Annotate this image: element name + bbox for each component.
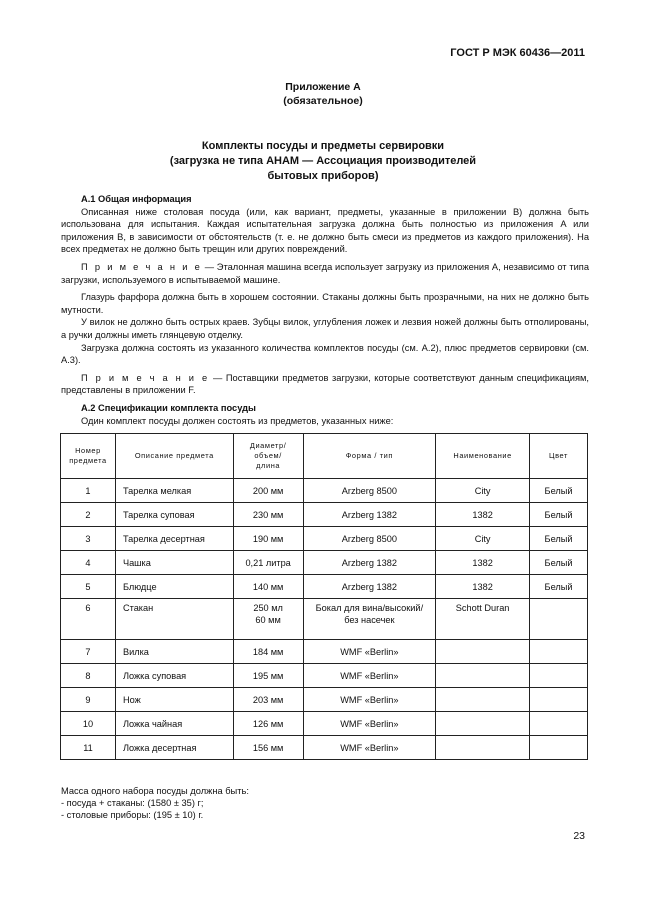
appendix-title — [0, 139, 646, 184]
cell-description: Тарелка мелкая — [115, 479, 233, 503]
cell-dimension: 126 мм — [233, 712, 303, 736]
title-line-2: (загрузка не типа АНАМ — Ассоциация производителей — [169, 155, 477, 167]
cell-name: 1382 — [436, 503, 530, 527]
cell-form: WMF «Berlin» — [303, 664, 436, 688]
note-label: П р и м е ч а н и е — [81, 372, 210, 383]
cell-number: 6 — [61, 599, 116, 640]
cell-color: Белый — [530, 551, 588, 575]
cell-color — [530, 712, 588, 736]
table-row — [61, 736, 588, 760]
cell-description: Стакан — [115, 599, 233, 640]
header-dimension: Диаметр/ объем/ длина — [233, 434, 303, 479]
table-row — [61, 664, 588, 688]
cell-name: City — [436, 527, 530, 551]
cell-color: Белый — [530, 503, 588, 527]
cell-dimension: 0,21 литра — [233, 551, 303, 575]
cell-number: 7 — [61, 640, 116, 664]
cell-form: WMF «Berlin» — [303, 736, 436, 760]
cell-form: WMF «Berlin» — [303, 712, 436, 736]
table-row — [61, 503, 588, 527]
cell-name: 1382 — [436, 551, 530, 575]
cell-dimension: 184 мм — [233, 640, 303, 664]
header-form: Форма / тип — [303, 434, 436, 479]
cell-dimension: 140 мм — [233, 575, 303, 599]
title-line-3: бытовых приборов) — [267, 170, 379, 182]
cell-number: 5 — [61, 575, 116, 599]
header-number: Номер предмета — [61, 434, 116, 479]
cell-form: Arzberg 1382 — [303, 551, 436, 575]
cell-name — [436, 640, 530, 664]
paragraph-load-composition: Загрузка должна состоять из указанного количества комплектов посуды (см. A.2), плюс предметов сервировки (см. A.3). — [61, 342, 589, 366]
mass-intro: Масса одного набора посуды должна быть: — [61, 786, 249, 796]
paragraph-forks: У вилок не должно быть острых краев. Зубцы вилок, углубления ложек и лезвия ножей должны быть отполированы, а ручки должны иметь глянцевую отделку. — [61, 317, 589, 340]
cell-form: Arzberg 1382 — [303, 503, 436, 527]
appendix-status: (обязательное) — [283, 95, 363, 107]
cell-number: 3 — [61, 527, 116, 551]
table-row — [61, 599, 588, 640]
cell-number: 2 — [61, 503, 116, 527]
cell-name: Schott Duran — [436, 599, 530, 640]
title-line-1: Комплекты посуды и предметы сервировки — [201, 140, 445, 152]
table-row — [61, 712, 588, 736]
header-color: Цвет — [530, 434, 588, 479]
cell-form: Arzberg 1382 — [303, 575, 436, 599]
header-name: Наименование — [436, 434, 530, 479]
cell-description: Ложка суповая — [115, 664, 233, 688]
paragraph-test-load: Описанная ниже столовая посуда (или, как вариант, предметы, указанные в приложении B) должна быть использована для испытания. Каждая испытательная загрузка должна быть полностью из приложения A или приложения B, в зависимости от обстоятельств (т. е. не должно быть смеси из предметов из каждого приложения). На всех предметах не должно быть трещин или других повреждений. — [61, 206, 589, 255]
appendix-label: Приложение A — [285, 81, 361, 93]
section-heading-a2: A.2 Спецификации комплекта посуды — [81, 402, 256, 413]
table-row — [61, 640, 588, 664]
cell-dimension: 195 мм — [233, 664, 303, 688]
cell-dimension: 156 мм — [233, 736, 303, 760]
cell-form: Arzberg 8500 — [303, 479, 436, 503]
cell-color: Белый — [530, 479, 588, 503]
cell-description: Тарелка десертная — [115, 527, 233, 551]
paragraph-glaze: Глазурь фарфора должна быть в хорошем состоянии. Стаканы должны быть прозрачными, на них не должно быть мутности. — [61, 292, 589, 315]
mass-requirements — [61, 785, 249, 821]
cell-description: Нож — [115, 688, 233, 712]
cell-name: City — [436, 479, 530, 503]
cell-color — [530, 736, 588, 760]
table-header-row — [61, 434, 588, 479]
cell-description: Тарелка суповая — [115, 503, 233, 527]
cell-color: Белый — [530, 527, 588, 551]
cell-number: 10 — [61, 712, 116, 736]
cell-color — [530, 640, 588, 664]
table-row — [61, 575, 588, 599]
cell-description: Чашка — [115, 551, 233, 575]
mass-dishes-glasses: - посуда + стаканы: (1580 ± 35) г; — [61, 798, 204, 808]
paragraph-set-intro: Один комплект посуды должен состоять из предметов, указанных ниже: — [81, 415, 394, 426]
tableware-table — [60, 433, 588, 760]
table-row — [61, 688, 588, 712]
cell-dimension: 200 мм — [233, 479, 303, 503]
appendix-heading — [0, 80, 646, 108]
cell-form: WMF «Berlin» — [303, 688, 436, 712]
cell-description: Вилка — [115, 640, 233, 664]
cell-color — [530, 599, 588, 640]
cell-number: 1 — [61, 479, 116, 503]
cell-number: 11 — [61, 736, 116, 760]
cell-name — [436, 712, 530, 736]
cell-number: 8 — [61, 664, 116, 688]
table-row — [61, 527, 588, 551]
cell-number: 9 — [61, 688, 116, 712]
cell-name — [436, 664, 530, 688]
cell-name — [436, 688, 530, 712]
cell-description: Ложка чайная — [115, 712, 233, 736]
note-label: П р и м е ч а н и е — [81, 261, 202, 272]
cell-name: 1382 — [436, 575, 530, 599]
cell-name — [436, 736, 530, 760]
standard-header: ГОСТ Р МЭК 60436—2011 — [450, 47, 585, 59]
cell-dimension: 203 мм — [233, 688, 303, 712]
cell-dimension: 190 мм — [233, 527, 303, 551]
cell-description: Блюдце — [115, 575, 233, 599]
cell-form: WMF «Berlin» — [303, 640, 436, 664]
cell-color: Белый — [530, 575, 588, 599]
cell-form: Arzberg 8500 — [303, 527, 436, 551]
page-number: 23 — [573, 830, 585, 842]
mass-cutlery: - столовые приборы: (195 ± 10) г. — [61, 810, 204, 820]
table-row — [61, 551, 588, 575]
section-general — [61, 193, 589, 427]
cell-number: 4 — [61, 551, 116, 575]
table-row — [61, 479, 588, 503]
note-suppliers — [61, 372, 589, 397]
cell-color — [530, 664, 588, 688]
note-text: — Поставщики предметов загрузки, которые соответствуют данным спецификациям, представлены в приложении F. — [61, 372, 589, 396]
header-description: Описание предмета — [115, 434, 233, 479]
note-text: — Эталонная машина всегда использует загрузку из приложения A, независимо от типа загрузки, используемого в испытываемой машине. — [61, 261, 589, 285]
note-reference-machine — [61, 261, 589, 286]
cell-color — [530, 688, 588, 712]
cell-form: Бокал для вина/высокий/ без насечек — [303, 599, 436, 640]
cell-dimension: 250 мл 60 мм — [233, 599, 303, 640]
section-heading-a1: A.1 Общая информация — [81, 194, 192, 204]
cell-description: Ложка десертная — [115, 736, 233, 760]
cell-dimension: 230 мм — [233, 503, 303, 527]
